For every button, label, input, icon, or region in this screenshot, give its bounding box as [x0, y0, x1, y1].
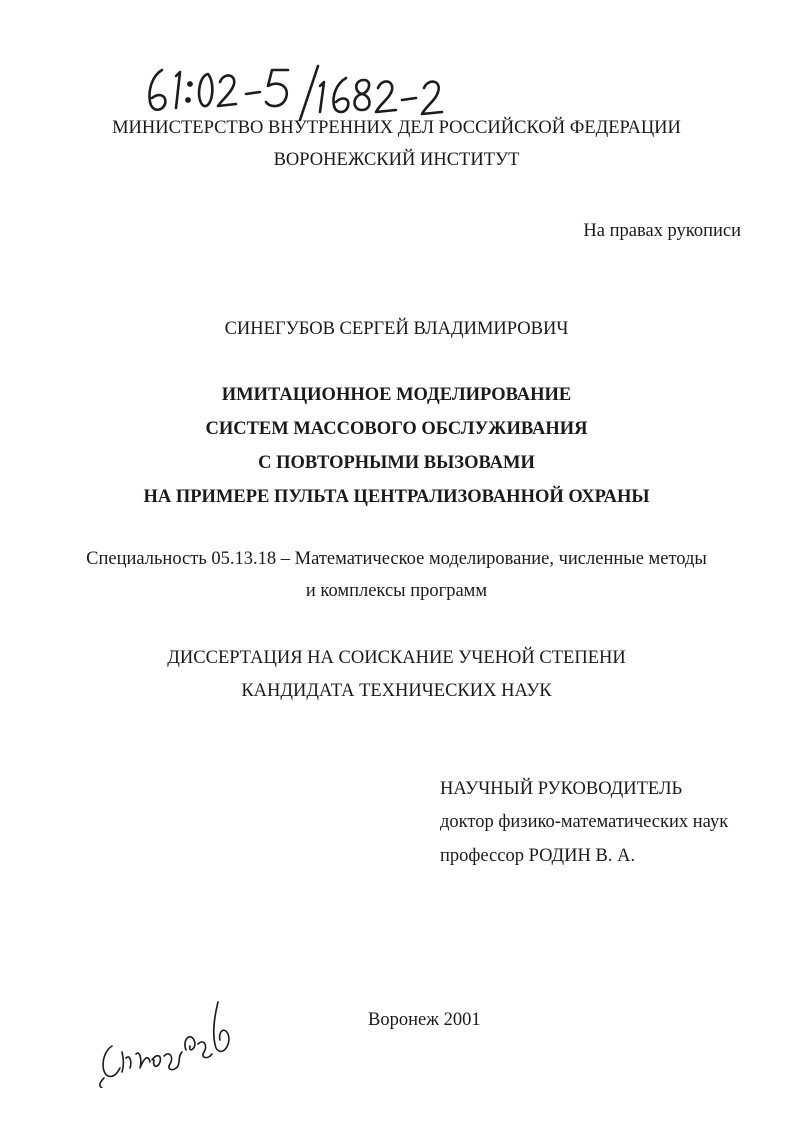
- specialty-line-1: Специальность 05.13.18 – Математическое моделирование, численные методы: [86, 549, 707, 569]
- specialty-line-2: и комплексы программ: [305, 581, 488, 601]
- title-line-3: С ПОВТОРНЫМИ ВЫЗОВАМИ: [258, 453, 535, 473]
- author-name: СИНЕГУБОВ СЕРГЕЙ ВЛАДИМИРОВИЧ: [224, 319, 569, 339]
- supervisor-degree: доктор физико-математических наук: [440, 812, 729, 832]
- ministry-heading: МИНИСТЕРСТВО ВНУТРЕННИХ ДЕЛ РОССИЙСКОЙ ФЕДЕРАЦИИ: [112, 118, 681, 138]
- place-year: Воронеж 2001: [368, 1010, 481, 1030]
- archive-number-handwritten: [140, 62, 460, 124]
- supervisor-heading: НАУЧНЫЙ РУКОВОДИТЕЛЬ: [440, 779, 683, 799]
- author-signature: [90, 988, 250, 1088]
- degree-line-2: КАНДИДАТА ТЕХНИЧЕСКИХ НАУК: [241, 681, 552, 701]
- supervisor-name: профессор РОДИН В. А.: [440, 846, 636, 866]
- title-line-4: НА ПРИМЕРЕ ПУЛЬТА ЦЕНТРАЛИЗОВАННОЙ ОХРАНЫ: [143, 487, 650, 507]
- rights-note: На правах рукописи: [583, 221, 741, 241]
- title-line-1: ИМИТАЦИОННОЕ МОДЕЛИРОВАНИЕ: [221, 385, 572, 405]
- degree-line-1: ДИССЕРТАЦИЯ НА СОИСКАНИЕ УЧЕНОЙ СТЕПЕНИ: [167, 648, 626, 668]
- institute-heading: ВОРОНЕЖСКИЙ ИНСТИТУТ: [273, 150, 520, 170]
- title-line-2: СИСТЕМ МАССОВОГО ОБСЛУЖИВАНИЯ: [205, 419, 588, 439]
